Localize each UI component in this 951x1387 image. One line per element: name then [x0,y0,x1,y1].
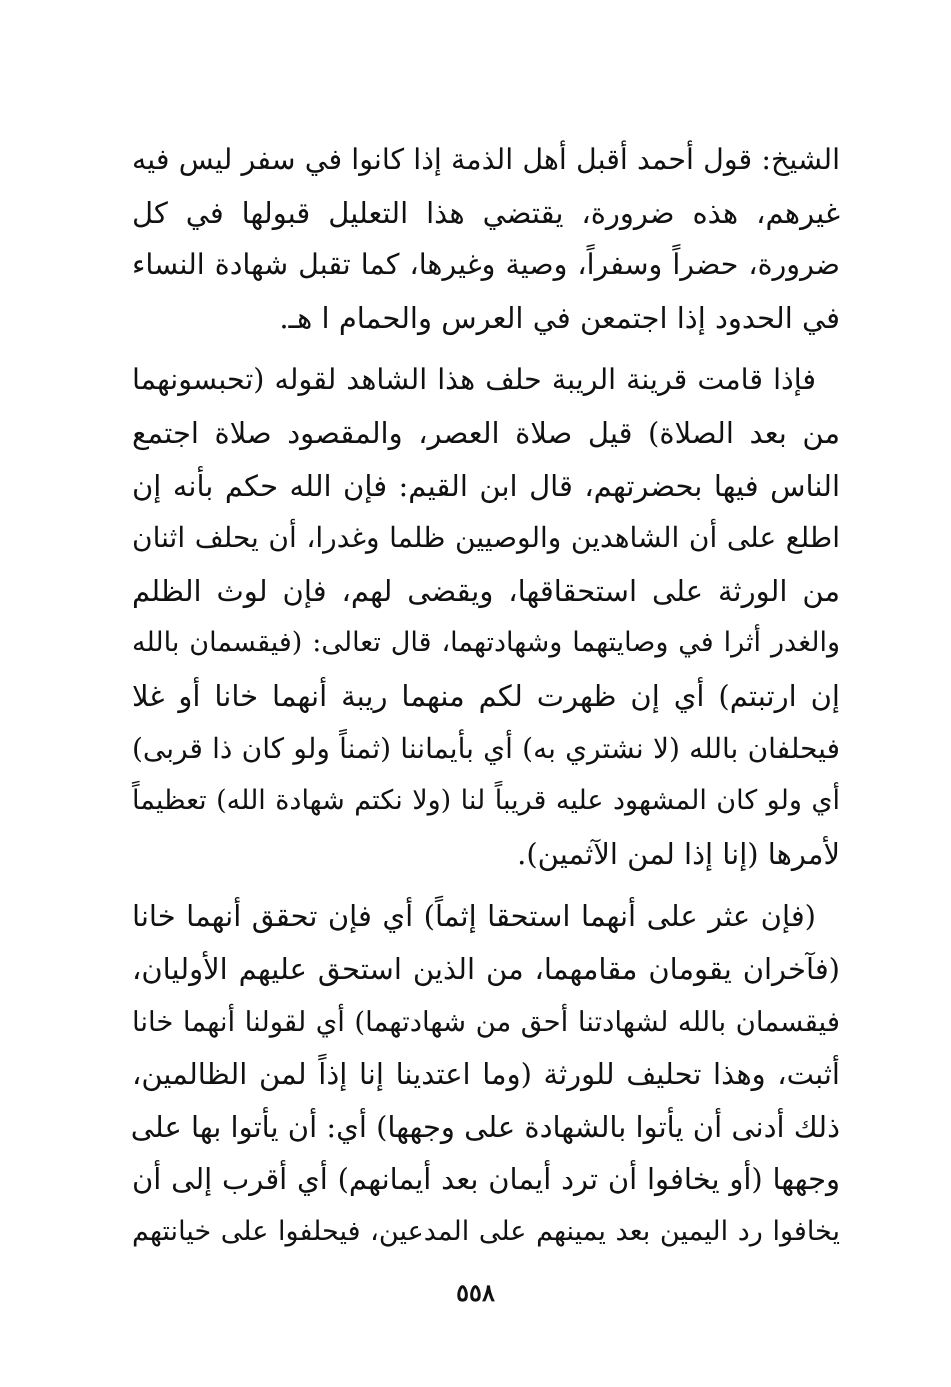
text-line: غيرهم، هذه ضرورة، يقتضي هذا التعليل قبولها في كل [132,195,840,230]
paragraph-3 [132,890,840,1258]
text-line: أي ولو كان المشهود عليه قريباً لنا (ولا نكتم شهادة الله) تعظيماً [132,785,840,817]
text-line: من بعد الصلاة) قيل صلاة العصر، والمقصود صلاة اجتمع [132,415,840,450]
text-line: ضرورة، حضراً وسفراً، وصية وغيرها، كما تقبل شهادة النساء [132,248,840,282]
paragraph-spacer [132,880,840,890]
text-line: والغدر أثرا في وصايتهما وشهادتهما، قال تعالى: (فيقسمان بالله [132,627,840,659]
text-line: وجهها (أو يخافوا أن ترد أيمان بعد أيمانهم) أي أقرب إلى أن [132,1162,840,1197]
text-line: لأمرها (إنا إذا لمن الآثمين). [517,836,840,871]
text-line: ذلك أدنى أن يأتوا بالشهادة على وجهها) أي: أن يأتوا بها على [130,1109,840,1144]
text-line: إن ارتبتم) أي إن ظهرت لكم منهما ريبة أنهما خانا أو غلا [132,678,840,713]
text-line: في الحدود إذا اجتمعن في العرس والحمام ا هـ. [279,300,840,335]
page-number: ٥٥٨ [456,1278,495,1307]
paragraph-2 [132,354,840,880]
text-line: فيحلفان بالله (لا نشتري به) أي بأيماننا (ثمناً ولو كان ذا قربى) [132,731,840,765]
text-line: (فإن عثر على أنهما استحقا إثماً) أي فإن تحقق أنهما خانا [132,899,816,934]
paragraph-spacer [132,344,840,354]
text-line: أثبت، وهذا تحليف للورثة (وما اعتدينا إنا إذاً لمن الظالمين، [132,1057,840,1092]
text-line: (فآخران يقومان مقامهما، من الذين استحق عليهم الأوليان، [132,951,840,986]
text-line: يخافوا رد اليمين بعد يمينهم على المدعين، فيحلفوا على خيانتهم [132,1215,840,1247]
text-line: فإذا قامت قرينة الريبة حلف هذا الشاهد لقوله (تحبسونهما [132,363,816,397]
text-line: الشيخ: قول أحمد أقبل أهل الذمة إذا كانوا في سفر ليس فيه [132,143,840,176]
text-line: فيقسمان بالله لشهادتنا أحق من شهادتهما) أي لقولنا أنهما خانا [132,1005,840,1038]
paragraph-1 [132,134,840,344]
text-line: الناس فيها بحضرتهم، قال ابن القيم: فإن الله حكم بأنه إن [132,468,840,503]
body-text [132,134,840,1258]
text-line: من الورثة على استحقاقها، ويقضى لهم، فإن لوث الظلم [132,573,840,608]
text-line: اطلع على أن الشاهدين والوصيين ظلما وغدرا، أن يحلف اثنان [132,521,840,555]
